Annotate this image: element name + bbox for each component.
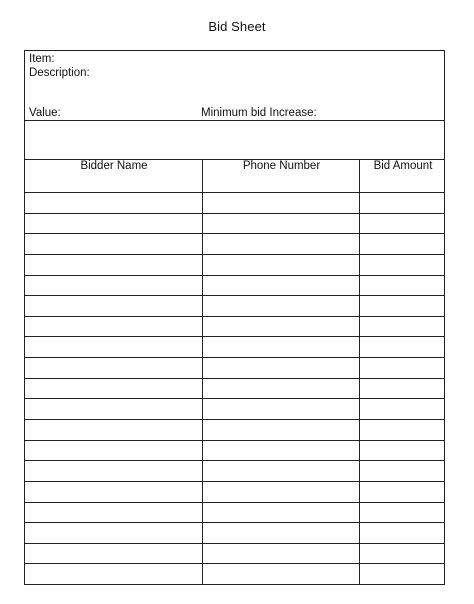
table-row [25, 481, 444, 482]
description-label: Description: [29, 67, 90, 79]
value-row-divider [25, 120, 444, 121]
bid-sheet-form [24, 50, 445, 585]
table-row [25, 440, 444, 441]
table-row [25, 295, 444, 296]
table-row [25, 398, 444, 399]
column-header-bidder-name: Bidder Name [80, 160, 148, 172]
table-row [25, 563, 444, 564]
table-row [25, 336, 444, 337]
column-header-bid-amount: Bid Amount [373, 160, 433, 172]
column-divider-1 [202, 159, 203, 584]
table-row [25, 378, 444, 379]
column-header-phone-number: Phone Number [242, 160, 321, 172]
page-title: Bid Sheet [208, 19, 266, 34]
column-divider-2 [359, 159, 360, 584]
table-row [25, 213, 444, 214]
table-row [25, 316, 444, 317]
table-row [25, 357, 444, 358]
table-row [25, 233, 444, 234]
table-row [25, 419, 444, 420]
table-row [25, 275, 444, 276]
table-row [25, 460, 444, 461]
table-row [25, 522, 444, 523]
table-row [25, 254, 444, 255]
item-label: Item: [29, 53, 55, 65]
table-row [25, 502, 444, 503]
table-row [25, 192, 444, 193]
value-label: Value: [29, 107, 61, 119]
minimum-bid-increase-label: Minimum bid Increase: [201, 107, 317, 119]
table-row [25, 543, 444, 544]
